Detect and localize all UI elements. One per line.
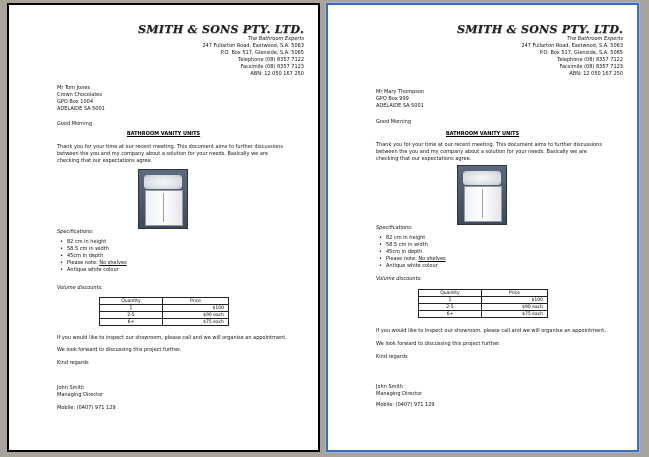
table-header-quantity: Quantity	[100, 298, 163, 305]
closing: Kind regards	[376, 354, 408, 360]
signer-title: Managing Director	[57, 392, 104, 398]
volume-discount-table	[418, 289, 548, 318]
forward-paragraph: We look forward to discussing this project further.	[57, 347, 182, 353]
table-header-price: Price	[162, 298, 228, 305]
closing: Kind regards	[57, 360, 89, 366]
spec-item: • 82 cm in height	[67, 239, 284, 246]
quantity-cell: 1	[100, 305, 163, 312]
signer-name: John Smith	[376, 384, 404, 390]
company-name: SMITH & SONS PTY. LTD.	[138, 23, 304, 36]
abn: ABN: 12 050 167 250	[250, 71, 304, 77]
forward-paragraph: We look forward to discussing this project further.	[376, 341, 501, 347]
company-name: SMITH & SONS PTY. LTD.	[457, 23, 623, 36]
letterhead	[457, 23, 623, 78]
recipient-address	[57, 85, 284, 113]
spec-item: • 45cm in depth	[386, 249, 603, 256]
table-header-quantity: Quantity	[419, 290, 482, 297]
street-address: 247 Fullarton Road, Eastwood, S.A. 5063	[521, 43, 623, 49]
letterhead	[138, 23, 304, 78]
greeting: Good Morning	[376, 119, 411, 125]
facsimile: Facsimile (08) 8357 7123	[240, 64, 304, 70]
postal-address: P.O. Box 517, Glenside, S.A. 5065	[539, 50, 623, 56]
basin-image	[463, 171, 501, 185]
vanity-unit-photo	[138, 169, 188, 229]
company-tagline: The Bathroom Experts	[247, 36, 304, 42]
recipient-address	[376, 89, 603, 110]
no-shelves-note: No shelves	[99, 260, 127, 266]
signer-mobile: Mobile: (0407) 971 129	[57, 405, 116, 411]
spec-item: • Please note: No shelves	[67, 260, 284, 267]
volume-discount-table	[99, 297, 229, 326]
specifications-list	[57, 239, 284, 274]
signer-mobile: Mobile: (0407) 971 129	[376, 402, 435, 408]
table-row	[419, 311, 548, 318]
telephone: Telephone (08) 8357 7122	[238, 57, 304, 63]
price-cell: $90 each	[162, 312, 228, 319]
letter-heading: BATHROOM VANITY UNITS	[445, 131, 520, 137]
company-tagline: The Bathroom Experts	[566, 36, 623, 42]
quantity-cell: 6+	[419, 311, 482, 318]
price-cell: $75 each	[162, 319, 228, 326]
specifications-section	[376, 225, 603, 270]
spec-item: • Please note: No shelves	[386, 256, 603, 263]
recipient-line: GPO Box 1004	[57, 99, 94, 105]
recipient-line: Mr Mary Thompson	[376, 89, 425, 95]
quantity-cell: 6+	[100, 319, 163, 326]
table-row	[419, 304, 548, 311]
no-shelves-note: No shelves	[418, 256, 446, 262]
greeting: Good Morning	[57, 121, 92, 127]
specifications-section	[57, 229, 284, 274]
specifications-title: Specifications:	[376, 225, 413, 231]
recipient-line: GPO Box 999	[376, 96, 409, 102]
abn: ABN: 12 050 167 250	[569, 71, 623, 77]
spec-item: • Antique white colour	[386, 263, 603, 270]
price-cell: $90 each	[481, 304, 547, 311]
price-cell: $75 each	[481, 311, 547, 318]
intro-paragraph: Thank you for your time at our recent meeting. This document aims to further discussions between the you and my company about a solution for your needs. Basically we are checking that our expectations agree.	[376, 142, 602, 162]
recipient-line: Crown Chocolates	[57, 92, 102, 98]
spec-item: • 82 cm in height	[386, 235, 603, 242]
facsimile: Facsimile (08) 8357 7123	[559, 64, 623, 70]
recipient-line: ADELAIDE SA 5001	[57, 106, 105, 112]
letter-heading: BATHROOM VANITY UNITS	[126, 131, 201, 137]
quantity-cell: 2-5	[100, 312, 163, 319]
spec-item: • 45cm in depth	[67, 253, 284, 260]
table-row	[100, 312, 229, 319]
postal-address: P.O. Box 517, Glenside, S.A. 5065	[220, 50, 304, 56]
basin-image	[144, 175, 182, 189]
volume-discounts-title: Volume discounts:	[376, 276, 422, 282]
recipient-line: ADELAIDE SA 5001	[376, 103, 424, 109]
cabinet-image	[464, 186, 502, 222]
spec-item: • 58.5 cm in width	[386, 242, 603, 249]
signer-name: John Smith	[57, 385, 85, 391]
table-row	[419, 297, 548, 304]
table-row	[100, 305, 229, 312]
vanity-unit-photo	[457, 165, 507, 225]
recipient-line: Mr Tom Jones	[57, 85, 91, 91]
table-row	[100, 319, 229, 326]
spec-item: • 58.5 cm in width	[67, 246, 284, 253]
quantity-cell: 1	[419, 297, 482, 304]
price-cell: $100	[481, 297, 547, 304]
spec-item: • Antique white colour	[67, 267, 284, 274]
street-address: 247 Fullarton Road, Eastwood, S.A. 5063	[202, 43, 304, 49]
showroom-paragraph: If you would like to inspect our showroom, please call and we will organise an appointment.	[57, 335, 287, 341]
showroom-paragraph: If you would like to inspect our showroom, please call and we will organise an appointment.	[376, 328, 606, 334]
table-header-price: Price	[481, 290, 547, 297]
letter-page-mary-thompson[interactable]	[326, 3, 639, 452]
letter-page-tom-jones[interactable]	[7, 3, 320, 452]
specifications-list	[376, 235, 603, 270]
volume-discounts-title: Volume discounts:	[57, 285, 103, 291]
telephone: Telephone (08) 8357 7122	[557, 57, 623, 63]
cabinet-image	[145, 190, 183, 226]
specifications-title: Specifications:	[57, 229, 94, 235]
price-cell: $100	[162, 305, 228, 312]
signer-title: Managing Director	[376, 391, 423, 397]
intro-paragraph: Thank you for your time at our recent meeting. This document aims to further discussions between the you and my company about a solution for your needs. Basically we are checking that our expectations agree.	[57, 144, 283, 164]
quantity-cell: 2-5	[419, 304, 482, 311]
